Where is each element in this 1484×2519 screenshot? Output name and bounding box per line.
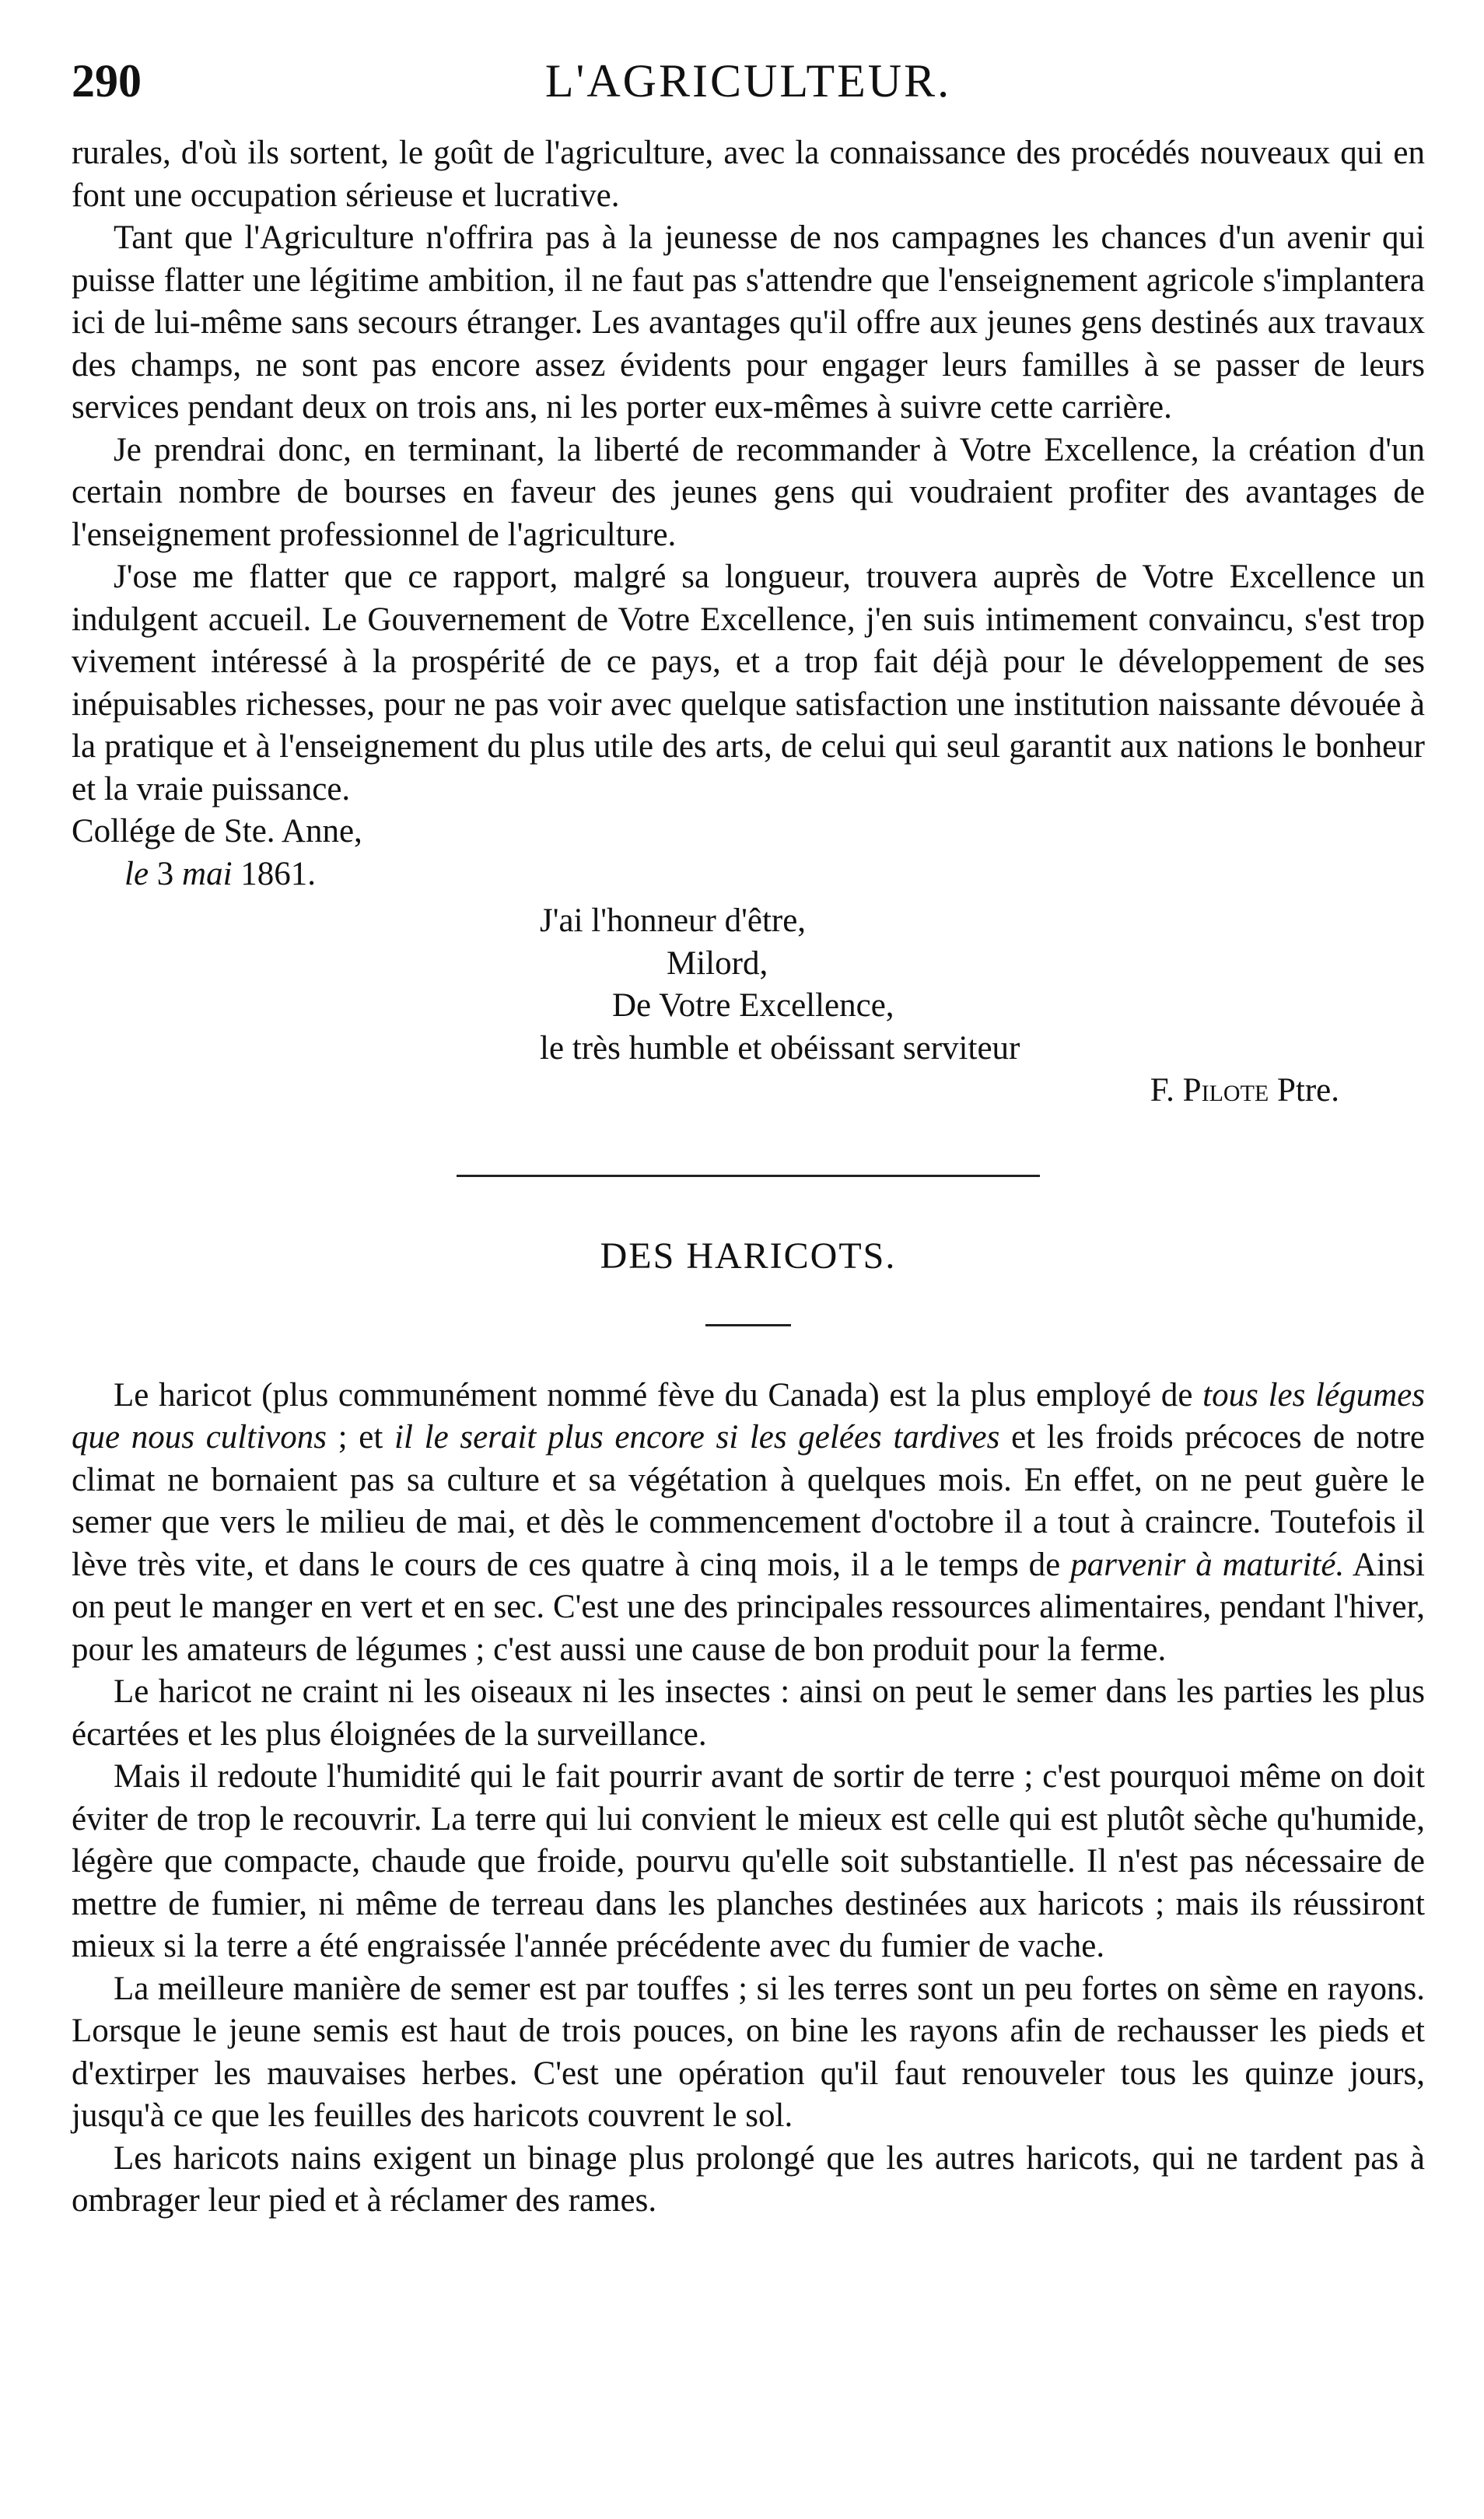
signature-title: Ptre. (1276, 1072, 1339, 1109)
article-paragraph: La meilleure manière de semer est par touffes ; si les terres sont un peu fortes on sème en rayons. Lorsque le jeune semis est haut de trois pouces, on bine les rayons afin de rechausser les pieds et d'extirper les mauvaises herbes. C'est une opération qu'il faut renouveler tous les quinze jours, jusqu'à ce que les feuilles des haricots couvrent le sol. (72, 1970, 1425, 2134)
date (72, 853, 1425, 896)
article-italic: il le serait plus encore si les gelées tardives (394, 1419, 1000, 1456)
article-paragraph: Les haricots nains exigent un binage plus prolongé que les autres haricots, qui ne tardent pas à ombrager leur pied et à réclamer des rames. (72, 2139, 1425, 2219)
article-text: Le haricot (plus communément nommé fève du Canada) est la plus employé de (114, 1376, 1203, 1414)
letter-paragraph: Je prendrai donc, en terminant, la liberté de recommander à Votre Excellence, la création d'un certain nombre de bourses en faveur des jeunes gens qui voudraient profiter des avantages de l'enseignement professionnel de l'agriculture. (72, 431, 1425, 553)
place: Collége de Ste. Anne, (72, 813, 362, 850)
closing-line: Milord, (667, 944, 768, 982)
article-paragraph: Mais il redoute l'humidité qui le fait pourrir avant de sortir de terre ; c'est pourquoi même on doit éviter de trop le recouvrir. La terre qui lui convient le mieux est celle qui est plutôt sèche qu'humide, légère que compacte, chaude que froide, pourvu qu'elle soit substantielle. Il n'est pas nécessaire de mettre de fumier, ni même de terreau dans les planches destinées aux haricots ; mais ils réussiront mieux si la terre a été engraissée l'année précédente avec du fumier de vache. (72, 1758, 1425, 1964)
signature-name: Pilote (1182, 1072, 1269, 1109)
page-number: 290 (72, 55, 142, 107)
date-year: 1861. (240, 855, 317, 892)
article-italic: parvenir à maturité. (1070, 1546, 1345, 1583)
closing-block (72, 900, 1425, 1112)
letter-paragraph: rurales, d'où ils sortent, le goût de l'agriculture, avec la connaissance des procédés nouveaux qui en font une occupation sérieuse et lucrative. (72, 135, 1425, 214)
letter-section (72, 132, 1425, 1112)
date-month: mai (182, 855, 233, 892)
article-italic: tous les légumes que nous cultivons (72, 1376, 1425, 1456)
article-section (72, 1375, 1425, 2223)
title-rule (705, 1324, 791, 1326)
running-head (72, 47, 1425, 132)
journal-title: L'AGRICULTEUR. (544, 55, 952, 107)
article-title: DES HARICOTS. (600, 1235, 897, 1277)
article-text: et les froids précoces de notre climat ne bornaient pas sa culture et sa végétation à quelques mois. En effet, on ne peut guère le semer que vers le milieu de mai, et dès le commencement d'octobre il a tout à craincre. Toutefois il lève très vite, et dans le cours de ces quatre à cinq mois, il a le temps de (72, 1419, 1425, 1583)
closing-line: le très humble et obéissant serviteur (540, 1029, 1020, 1067)
page (72, 47, 1425, 2223)
article-text: ; et (326, 1419, 395, 1456)
article-paragraph (72, 1375, 1425, 1672)
date-prefix: le (124, 855, 149, 892)
section-divider (457, 1175, 1040, 1177)
article-paragraph: Le haricot ne craint ni les oiseaux ni les insectes : ainsi on peut le semer dans les parties les plus écartées et les plus éloignées de la surveillance. (72, 1673, 1425, 1753)
letter-paragraph: J'ose me flatter que ce rapport, malgré sa longueur, trouvera auprès de Votre Excellence un indulgent accueil. Le Gouvernement de Votre Excellence, j'en suis intimement convaincu, s'est trop vivement intéressé à la prospérité de ce pays, et a trop fait déjà pour le développement de ses inépuisables richesses, pour ne pas voir avec quelque satisfaction une institution naissante dévouée à la pratique et à l'enseignement du plus utile des arts, de celui qui seul garantit aux nations le bonheur et la vraie puissance. (72, 559, 1425, 808)
article-text: Ainsi on peut le manger en vert et en sec. C'est une des principales ressources alimentaires, pendant l'hiver, pour les amateurs de légumes ; c'est aussi une cause de bon produit pour la ferme. (72, 1546, 1426, 1668)
closing-line: J'ai l'honneur d'être, (540, 902, 807, 939)
signature (72, 1070, 1425, 1112)
date-day: 3 (156, 855, 174, 892)
dateline (72, 811, 1425, 895)
signature-initial: F. (1150, 1072, 1174, 1109)
closing-line: De Votre Excellence, (612, 987, 894, 1024)
letter-paragraph: Tant que l'Agriculture n'offrira pas à la jeunesse de nos campagnes les chances d'un avenir qui puisse flatter une légitime ambition, il ne faut pas s'attendre que l'enseignement agricole s'implantera ici de lui-même sans secours étranger. Les avantages qu'il offre aux jeunes gens destinés aux travaux des champs, ne sont pas encore assez évidents pour engager leurs familles à se passer de leurs services pendant deux on trois ans, ni les porter eux-mêmes à suivre cette carrière. (72, 219, 1425, 426)
